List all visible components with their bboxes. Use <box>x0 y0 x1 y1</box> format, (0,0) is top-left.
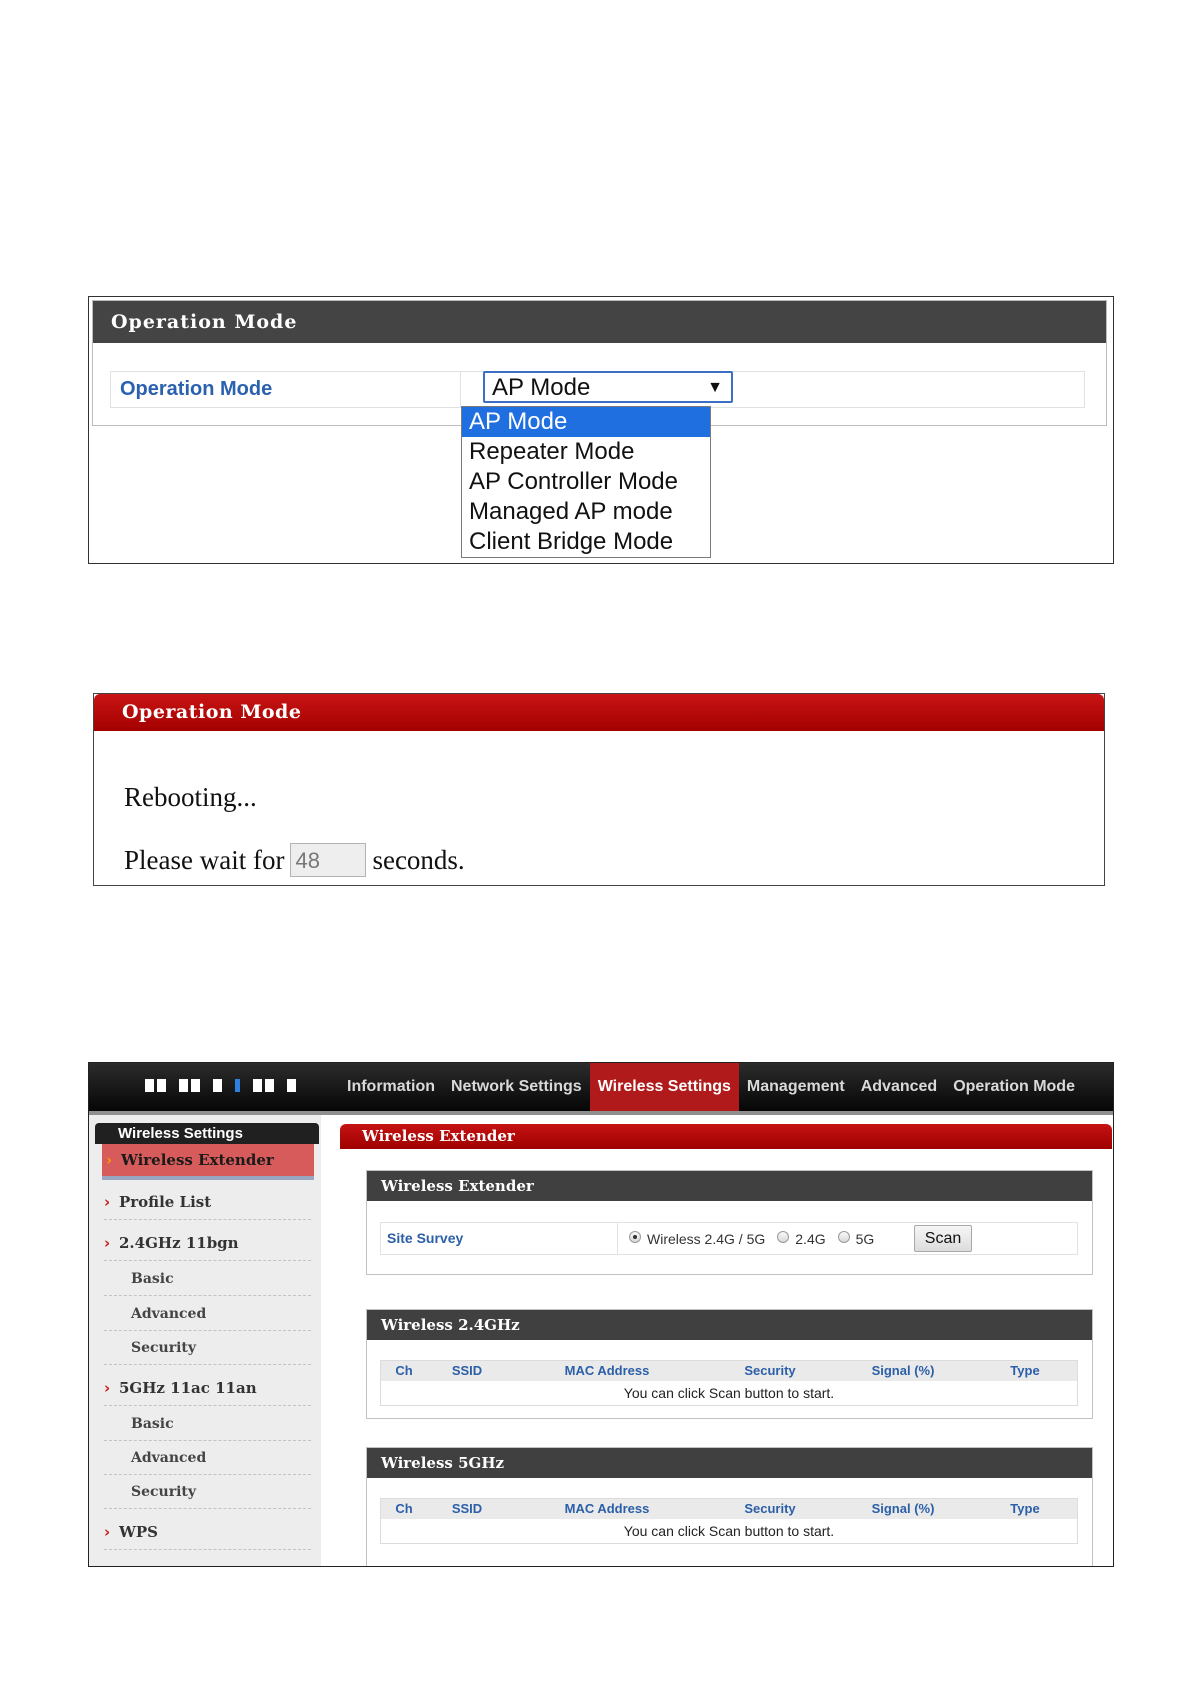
column-header: Type <box>1010 1363 1040 1378</box>
sidebar-item-2-4ghz-basic[interactable]: Basic <box>104 1262 311 1296</box>
operation-mode-select[interactable] <box>483 371 733 403</box>
option-managed-ap-mode[interactable]: Managed AP mode <box>469 498 673 525</box>
option-ap-controller-mode[interactable]: AP Controller Mode <box>469 468 678 495</box>
sidebar-item-label: 2.4GHz 11bgn <box>119 1234 239 1252</box>
column-header: Type <box>1010 1501 1040 1516</box>
operation-mode-label: Operation Mode <box>120 372 461 407</box>
operation-mode-row <box>110 371 1085 408</box>
wireless-5ghz-box <box>366 1447 1093 1567</box>
chevron-right-icon: › <box>104 1193 111 1211</box>
site-survey-label: Site Survey <box>387 1223 618 1254</box>
card-title: Operation Mode <box>93 301 1106 343</box>
nav-network-settings[interactable]: Network Settings <box>451 1078 582 1095</box>
column-header: SSID <box>451 1363 483 1378</box>
sidebar-item-label: WPS <box>119 1523 158 1541</box>
sidebar-item-wireless-extender[interactable] <box>102 1144 314 1180</box>
radio-wireless-both[interactable] <box>629 1231 641 1243</box>
option-repeater-mode[interactable]: Repeater Mode <box>469 438 635 465</box>
scan-results-table <box>380 1360 1078 1406</box>
sidebar-item-label: Profile List <box>119 1193 212 1211</box>
nav-wireless-settings[interactable]: Wireless Settings <box>590 1063 739 1111</box>
nav-operation-mode[interactable]: Operation Mode <box>953 1078 1075 1095</box>
chevron-right-icon: › <box>104 1379 111 1397</box>
scan-button[interactable]: Scan <box>914 1225 972 1252</box>
radio-label: Wireless 2.4G / 5G <box>647 1230 766 1247</box>
wait-message <box>124 843 465 877</box>
box-title: Wireless 2.4GHz <box>367 1310 1092 1340</box>
table-header <box>381 1361 1077 1381</box>
box-title: Wireless Extender <box>367 1171 1092 1201</box>
main-panel-title: Wireless Extender <box>340 1124 1112 1149</box>
sidebar-item-5ghz-security[interactable]: Security <box>104 1475 311 1509</box>
nav-management[interactable]: Management <box>746 1078 845 1095</box>
wireless-extender-screenshot <box>88 1062 1114 1567</box>
wait-prefix: Please wait for <box>124 844 285 875</box>
radio-2-4g[interactable] <box>777 1231 789 1243</box>
sidebar-item-2-4ghz-security[interactable]: Security <box>104 1331 311 1365</box>
chevron-right-icon: › <box>104 1523 111 1541</box>
sidebar-item-label: 5GHz 11ac 11an <box>119 1379 257 1397</box>
column-header: MAC Address <box>564 1363 650 1378</box>
band-radio-group <box>629 1223 886 1254</box>
countdown-field: 48 <box>290 843 366 877</box>
sidebar-item-wps[interactable] <box>104 1514 311 1550</box>
chevron-right-icon: › <box>104 1234 111 1252</box>
scan-results-table <box>380 1498 1078 1544</box>
sidebar-title: Wireless Settings <box>95 1123 319 1144</box>
sidebar-item-2-4ghz[interactable] <box>104 1225 311 1261</box>
top-nav-bar <box>89 1063 1113 1111</box>
sidebar-item-profile-list[interactable] <box>104 1184 311 1220</box>
main-nav <box>339 1063 1083 1111</box>
sidebar-item-5ghz-advanced[interactable]: Advanced <box>104 1441 311 1475</box>
wait-suffix: seconds. <box>372 844 465 875</box>
table-header <box>381 1499 1077 1519</box>
column-header: Signal (%) <box>871 1363 935 1378</box>
site-survey-row <box>380 1222 1078 1255</box>
radio-label: 5G <box>855 1230 875 1247</box>
operation-mode-options-list <box>461 406 711 558</box>
rebooting-screenshot <box>93 693 1105 886</box>
sidebar-item-5ghz[interactable] <box>104 1370 311 1406</box>
column-header: Ch <box>395 1363 413 1378</box>
chevron-right-icon: › <box>106 1151 112 1169</box>
sidebar <box>89 1115 321 1567</box>
empty-table-message: You can click Scan button to start. <box>623 1385 835 1401</box>
nav-advanced[interactable]: Advanced <box>860 1078 938 1095</box>
chevron-down-icon[interactable]: ▼ <box>707 379 723 396</box>
sidebar-item-2-4ghz-advanced[interactable]: Advanced <box>104 1297 311 1331</box>
column-header: Signal (%) <box>871 1501 935 1516</box>
nav-information[interactable]: Information <box>347 1078 435 1095</box>
wireless-extender-box <box>366 1170 1093 1275</box>
wireless-2-4ghz-box <box>366 1309 1093 1419</box>
column-header: Security <box>744 1501 796 1516</box>
column-header: SSID <box>451 1501 483 1516</box>
rebooting-panel-title: Operation Mode <box>94 694 1104 731</box>
option-client-bridge-mode[interactable]: Client Bridge Mode <box>469 528 674 555</box>
sidebar-item-label: Wireless Extender <box>121 1151 274 1169</box>
box-title: Wireless 5GHz <box>367 1448 1092 1478</box>
option-ap-mode[interactable]: AP Mode <box>462 407 710 437</box>
radio-5g[interactable] <box>838 1231 850 1243</box>
select-current-value: AP Mode <box>492 374 591 401</box>
rebooting-status: Rebooting... <box>124 782 257 812</box>
column-header: Ch <box>395 1501 413 1516</box>
column-header: Security <box>744 1363 796 1378</box>
column-header: MAC Address <box>564 1501 650 1516</box>
empty-table-message: You can click Scan button to start. <box>623 1523 835 1539</box>
operation-mode-dropdown-screenshot <box>88 296 1114 564</box>
brand-logo <box>145 1079 296 1092</box>
sidebar-item-5ghz-basic[interactable]: Basic <box>104 1407 311 1441</box>
radio-label: 2.4G <box>795 1230 826 1247</box>
